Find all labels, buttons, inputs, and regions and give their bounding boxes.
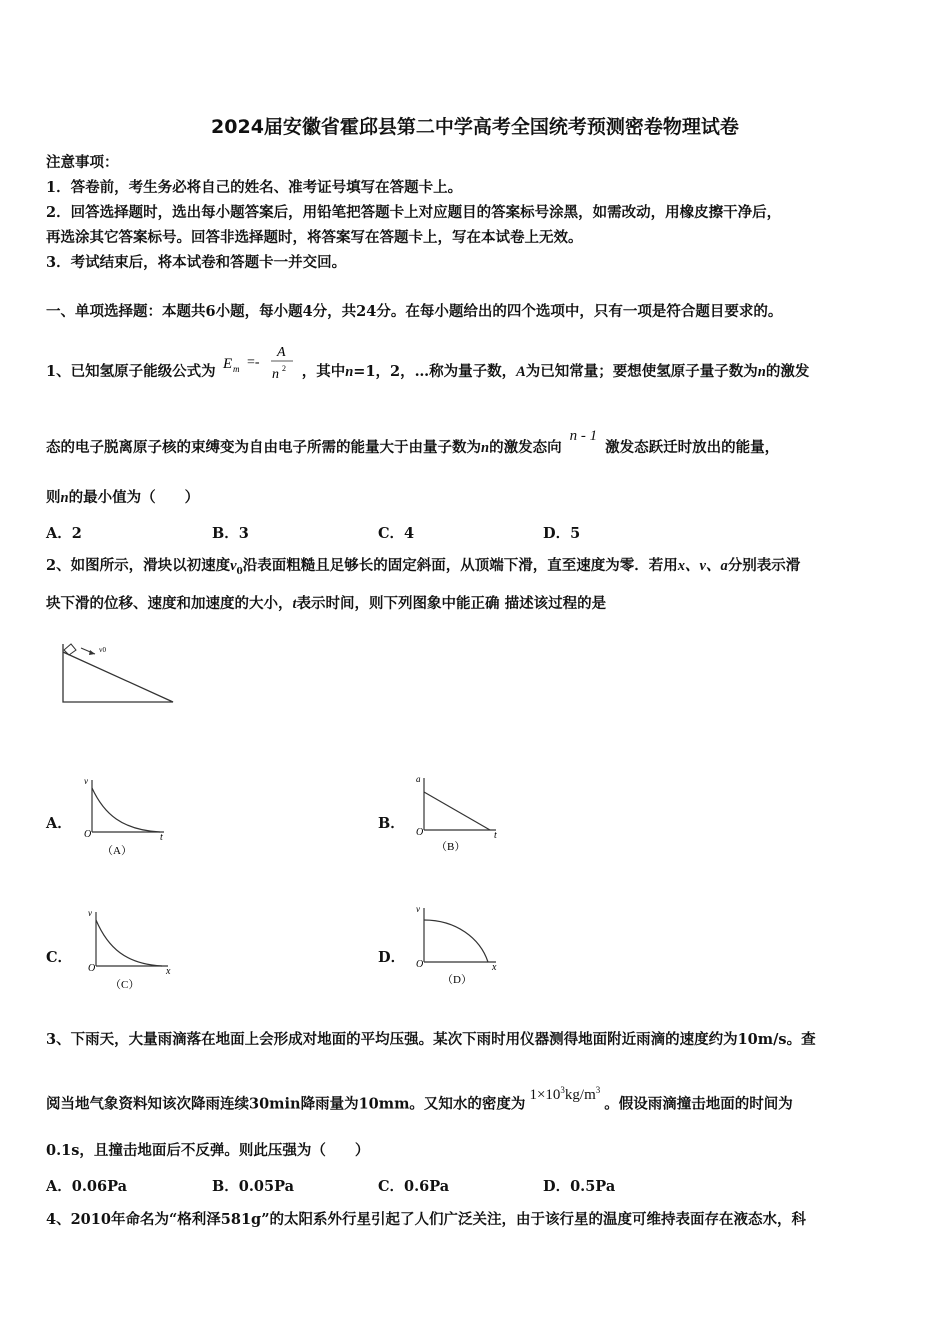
var-n: n xyxy=(481,440,490,456)
notice-item: 2．回答选择题时，选出每小题答案后，用铅笔把答题卡上对应题目的答案标号涂黑，如需改动，用橡皮擦干净后， xyxy=(46,204,782,221)
graph-b-origin: O xyxy=(416,827,424,838)
energy-formula xyxy=(221,341,297,383)
incline-triangle xyxy=(63,644,173,702)
graph-a-ylabel: v xyxy=(84,776,88,786)
q3-option-b[interactable]: B．0.05Pa xyxy=(212,1178,294,1195)
incline-figure xyxy=(55,640,180,706)
q2-text: 分别表示滑 xyxy=(727,557,801,574)
graph-b-line xyxy=(424,792,490,830)
q2-text: 块下滑的位移、速度和加速度的大小， xyxy=(46,595,293,612)
density-unit-exp: 3 xyxy=(595,1085,601,1095)
q1-prefix: 1、已知氢原子能级公式为 xyxy=(46,363,216,380)
question-4-line-1: 4、2010年命名为“格利泽581g”的太阳系外行星引起了人们广泛关注，由于该行星的温度可维持表面存在液态水，科 xyxy=(46,1211,807,1228)
q2-option-c[interactable]: C． xyxy=(46,949,73,966)
graph-a-origin: O xyxy=(84,829,92,840)
question-1-line-3 xyxy=(46,488,908,508)
graph-b xyxy=(410,772,510,860)
notice-item: 1．答卷前，考生务必将自己的姓名、准考证号填写在答题卡上。 xyxy=(46,179,463,196)
notice-item: 再选涂其它答案标号。回答非选择题时，将答案写在答题卡上，写在本试卷上无效。 xyxy=(46,229,583,246)
var-n: n xyxy=(757,364,766,380)
q1-text: 态的电子脱离原子核的束缚变为自由电子所需的能量大于由量子数为 xyxy=(46,439,481,456)
graph-a-curve xyxy=(92,788,160,832)
n-minus-1-text: n - 1 xyxy=(569,428,598,444)
q2-option-b[interactable]: B． xyxy=(378,815,405,832)
section-heading: 一、单项选择题：本题共6小题，每小题4分，共24分。在每小题给出的四个选项中，只有一项是符合题目要求的。 xyxy=(46,303,783,320)
density-unit: kg/m xyxy=(564,1087,596,1103)
q1-text: 激发态跃迁时放出的能量， xyxy=(605,439,780,456)
q2-option-d[interactable]: D． xyxy=(378,949,406,966)
q2-text: 沿表面粗糙且足够长的固定斜面，从顶端下滑，直至速度为零．若用 xyxy=(242,557,678,574)
graph-c xyxy=(82,906,182,994)
graph-c-caption: （C） xyxy=(110,979,140,991)
graph-c-xlabel: x xyxy=(166,966,171,977)
graph-d xyxy=(410,902,510,990)
var-A: A xyxy=(516,364,526,380)
q1-option-d[interactable]: D．5 xyxy=(543,525,581,542)
var-t: t xyxy=(292,596,297,612)
q3-option-d[interactable]: D．0.5Pa xyxy=(543,1178,616,1195)
q3-option-a[interactable]: A．0.06Pa xyxy=(46,1178,127,1195)
q1-text: ，其中 xyxy=(301,363,346,380)
formula-eq: =- xyxy=(246,355,260,370)
formula-lhs: E xyxy=(222,356,232,372)
graph-c-ylabel: v xyxy=(88,908,92,918)
q2-option-a[interactable]: A． xyxy=(46,815,72,832)
formula-num: A xyxy=(276,345,286,360)
graph-d-origin: O xyxy=(416,959,424,970)
density-base: 1×10 xyxy=(529,1087,561,1103)
notice-heading: 注意事项： xyxy=(46,154,119,171)
question-2-line-1 xyxy=(46,556,908,582)
graph-c-curve xyxy=(96,920,162,966)
graph-d-curve xyxy=(424,920,488,962)
page-title: 2024届安徽省霍邱县第二中学高考全国统考预测密卷物理试卷 xyxy=(211,116,739,138)
question-3-line-1: 3、下雨天，大量雨滴落在地面上会形成对地面的平均压强。某次下雨时用仪器测得地面附近雨滴的速度约为10m/s。查 xyxy=(46,1031,816,1048)
graph-a xyxy=(78,774,178,862)
question-1-line-2 xyxy=(46,428,908,458)
vars-xva: x、v、a xyxy=(677,558,728,574)
graph-b-xlabel: t xyxy=(494,830,497,841)
var-v0-sub: 0 xyxy=(236,566,243,577)
formula-den: n xyxy=(271,367,279,382)
graph-b-caption: （B） xyxy=(436,841,466,853)
q1-text: =1，2，…称为量子数， xyxy=(353,363,517,380)
q2-text: 2、如图所示，滑块以初速度 xyxy=(46,557,231,574)
q1-text: 的激发 xyxy=(765,363,810,380)
formula-exp: 2 xyxy=(281,364,286,373)
q1-text: 的最小值为（ ） xyxy=(68,489,200,506)
q3-text: 。假设雨滴撞击地面的时间为 xyxy=(604,1095,793,1113)
graph-d-ylabel: v xyxy=(416,904,420,914)
graph-a-xlabel: t xyxy=(160,832,163,843)
q3-text: 阅当地气象资料知该次降雨连续30min降雨量为10mm。又知水的密度为 xyxy=(46,1095,526,1113)
var-v0: v xyxy=(230,558,237,574)
graph-d-caption: （D） xyxy=(442,974,472,986)
q1-text: 则 xyxy=(46,489,61,506)
graph-b-ylabel: a xyxy=(416,774,421,784)
q2-text: 表示时间，则下列图象中能正确 描述该过程的是 xyxy=(296,595,607,612)
q3-option-c[interactable]: C．0.6Pa xyxy=(378,1178,450,1195)
q1-text: 的激发态向 xyxy=(489,439,562,456)
graph-d-xlabel: x xyxy=(492,962,497,973)
question-3-line-3: 0.1s，且撞击地面后不反弹。则此压强为（ ） xyxy=(46,1142,370,1159)
question-2-line-2 xyxy=(46,594,908,614)
energy-formula-graphic xyxy=(221,341,297,383)
velocity-label: v0 xyxy=(99,646,106,654)
q1-option-c[interactable]: C．4 xyxy=(378,525,415,542)
density-value xyxy=(525,1080,604,1105)
var-n: n xyxy=(345,364,354,380)
q1-option-b[interactable]: B．3 xyxy=(212,525,249,542)
density-exp: 3 xyxy=(560,1085,565,1095)
q1-text: 为已知常量；要想使氢原子量子数为 xyxy=(525,363,758,380)
graph-a-caption: （A） xyxy=(102,845,132,857)
n-minus-1 xyxy=(562,426,606,446)
velocity-arrowhead xyxy=(89,650,95,655)
graph-c-origin: O xyxy=(88,963,96,974)
notice-item: 3．考试结束后，将本试卷和答题卡一并交回。 xyxy=(46,254,347,271)
question-1-line-1 xyxy=(46,345,908,393)
question-3-line-2 xyxy=(46,1085,908,1117)
q1-option-a[interactable]: A．2 xyxy=(46,525,82,542)
formula-sub: m xyxy=(232,364,240,374)
var-n: n xyxy=(60,490,69,506)
